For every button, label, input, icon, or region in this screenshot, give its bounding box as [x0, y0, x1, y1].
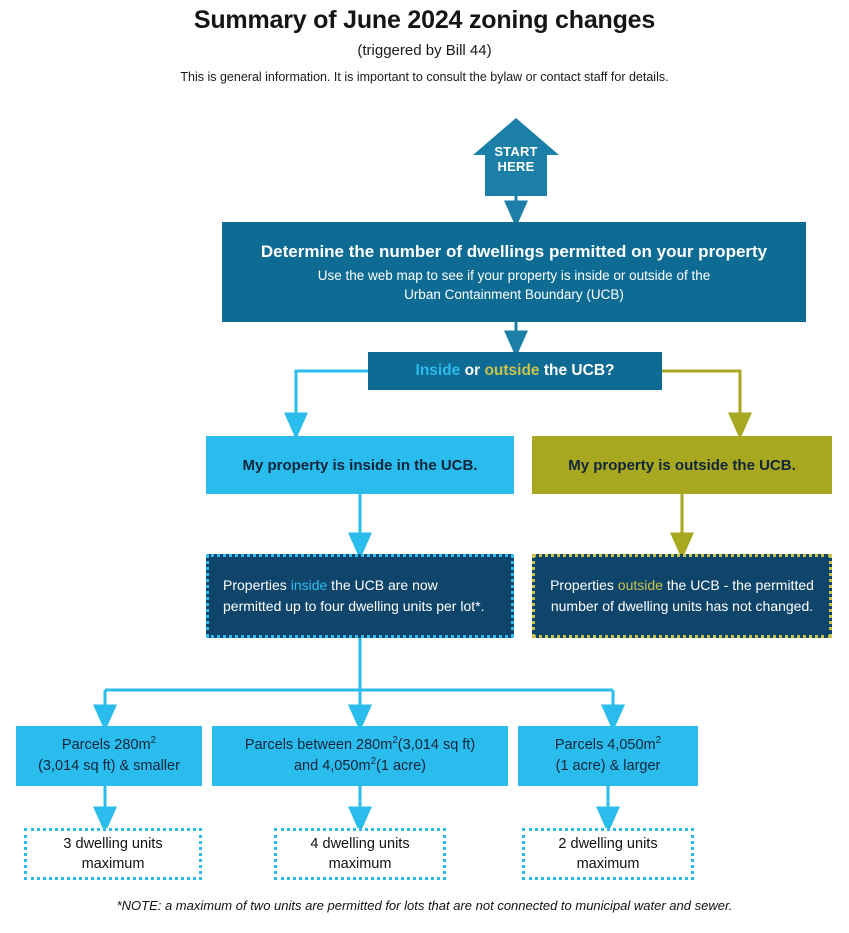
node-result-4-units	[274, 828, 446, 880]
outside-detail-pre: Properties	[550, 577, 618, 593]
question-text	[416, 362, 615, 380]
result-2-line2: maximum	[328, 856, 392, 872]
parcel-medium-line2-tail: (1 acre)	[376, 758, 427, 774]
question-tail: the UCB?	[539, 362, 615, 379]
result-3-line2: maximum	[576, 856, 640, 872]
parcel-medium-line1-text: Parcels between 280m	[244, 737, 393, 753]
determine-subtext	[318, 266, 710, 304]
parcel-large-line1-text: Parcels 4,050m	[554, 737, 656, 753]
parcel-medium-line1-tail: (3,014 sq ft)	[397, 737, 476, 753]
parcel-large-line1-sup: 2	[655, 735, 662, 747]
inside-detail-pre: Properties	[223, 577, 291, 593]
outside-detail-text	[549, 575, 815, 617]
result-2-line1: 4 dwelling units	[310, 836, 410, 852]
branch-outside-label: My property is outside the UCB.	[568, 456, 796, 474]
question-keyword-inside: Inside	[415, 362, 461, 379]
start-house-icon	[473, 118, 559, 196]
node-question-inside-outside	[368, 352, 662, 390]
determine-sub-line2: Urban Containment Boundary (UCB)	[404, 286, 624, 302]
parcel-large-line1	[555, 735, 661, 756]
parcel-medium-line1-sup: 2	[392, 735, 398, 747]
parcel-small-line1-text: Parcels 280m	[61, 737, 151, 753]
parcel-medium-line1	[245, 735, 475, 756]
parcel-medium-line2-sup: 2	[370, 756, 377, 768]
start-label-line2: HERE	[497, 159, 535, 174]
determine-title: Determine the number of dwellings permitted on your property	[260, 241, 768, 261]
result-3-line1: 2 dwelling units	[558, 836, 658, 852]
node-result-2-units	[522, 828, 694, 880]
start-label-line1: START	[494, 144, 538, 159]
parcel-large-line2: (1 acre) & larger	[555, 758, 661, 774]
start-label	[473, 144, 559, 174]
page-subtitle: (triggered by Bill 44)	[357, 42, 492, 59]
node-parcel-small	[16, 726, 202, 786]
question-conjunction: or	[460, 362, 485, 379]
node-branch-inside	[206, 436, 514, 494]
result-1-line1: 3 dwelling units	[63, 836, 163, 852]
determine-sub-line1: Use the web map to see if your property is inside or outside of the	[317, 267, 711, 283]
disclaimer-text: This is general information. It is important to consult the bylaw or contact staff for details.	[180, 70, 669, 84]
outside-detail-post: the UCB - the permitted number of dwelling units has not changed.	[550, 577, 814, 614]
node-branch-outside	[532, 436, 832, 494]
parcel-medium-line2	[294, 756, 426, 777]
footnote-text: *NOTE: a maximum of two units are permitted for lots that are not connected to municipal water and sewer.	[116, 898, 733, 913]
branch-inside-label: My property is inside in the UCB.	[242, 456, 478, 474]
inside-detail-keyword: inside	[290, 577, 328, 593]
parcel-medium-line2-text: and 4,050m	[293, 758, 371, 774]
parcel-small-line1-sup: 2	[150, 735, 157, 747]
page-title: Summary of June 2024 zoning changes	[193, 6, 656, 34]
node-outside-detail	[532, 554, 832, 638]
result-1-line2: maximum	[81, 856, 145, 872]
inside-detail-text	[223, 575, 497, 617]
question-keyword-outside: outside	[484, 362, 540, 379]
node-parcel-large	[518, 726, 698, 786]
node-parcel-medium	[212, 726, 508, 786]
node-inside-detail	[206, 554, 514, 638]
inside-detail-post: the UCB are now permitted up to four dwelling units per lot*.	[223, 577, 485, 614]
parcel-small-line1	[62, 735, 156, 756]
parcel-small-line2: (3,014 sq ft) & smaller	[38, 758, 180, 774]
node-result-3-units	[24, 828, 202, 880]
node-determine-dwellings	[222, 222, 806, 322]
outside-detail-keyword: outside	[617, 577, 663, 593]
